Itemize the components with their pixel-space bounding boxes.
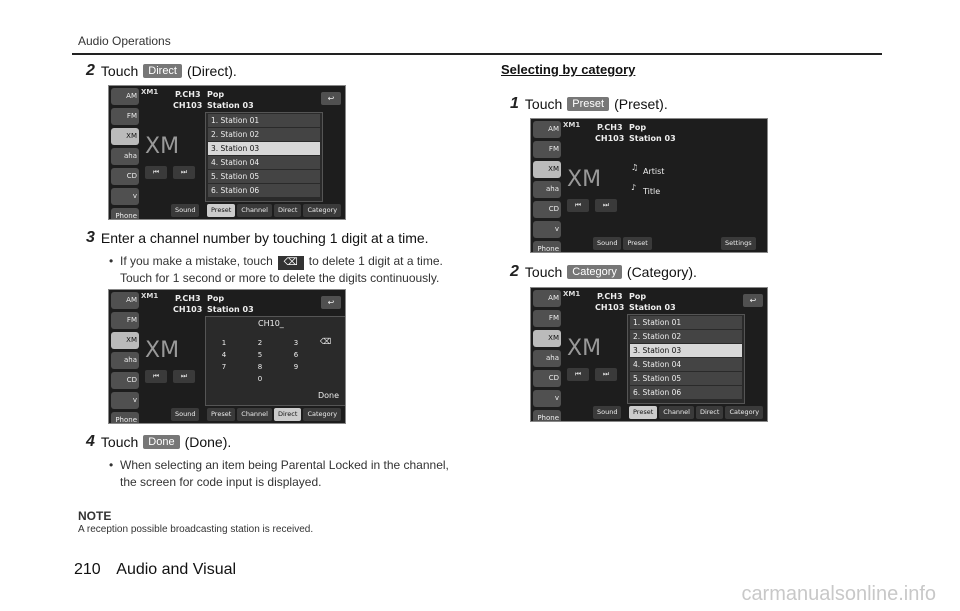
- page-number: 210: [74, 561, 101, 578]
- tab-preset[interactable]: Preset: [207, 408, 235, 421]
- list-item[interactable]: 1. Station 01: [208, 114, 320, 127]
- source-phone[interactable]: Phone: [111, 412, 139, 424]
- station-name: Station 03: [629, 134, 676, 143]
- source-sidebar: [111, 292, 139, 424]
- source-am[interactable]: AM: [533, 290, 561, 307]
- tab-category[interactable]: Category: [725, 406, 763, 419]
- genre: Pop: [207, 90, 225, 99]
- source-more[interactable]: v: [111, 392, 139, 409]
- preset-chip: Preset: [567, 97, 609, 111]
- step-text: (Direct).: [187, 63, 237, 79]
- genre: Pop: [629, 292, 647, 301]
- tab-preset[interactable]: Preset: [207, 204, 235, 217]
- next-button[interactable]: ⏭: [595, 368, 617, 381]
- sound-button[interactable]: Sound: [171, 204, 199, 217]
- number-keys: [210, 339, 310, 383]
- key-4[interactable]: 4: [221, 351, 227, 359]
- list-item[interactable]: 3. Station 03: [630, 344, 742, 357]
- transport-controls: [567, 199, 617, 212]
- source-more[interactable]: v: [533, 221, 561, 238]
- tab-category[interactable]: Category: [303, 204, 341, 217]
- key-2[interactable]: 2: [257, 339, 263, 347]
- delete-key[interactable]: ⌫: [320, 337, 332, 346]
- channel-number: CH103: [173, 305, 203, 314]
- preset-button[interactable]: Preset: [623, 237, 651, 250]
- band-label: XM1: [141, 292, 159, 300]
- done-key[interactable]: Done: [318, 391, 340, 400]
- source-cd[interactable]: CD: [111, 168, 139, 185]
- screen-direct-list: [108, 85, 346, 220]
- source-aha[interactable]: aha: [533, 181, 561, 198]
- tab-channel[interactable]: Channel: [659, 406, 694, 419]
- tab-direct[interactable]: Direct: [274, 204, 301, 217]
- bullet-text: Touch for 1 second or more to delete the digits continuously.: [120, 271, 440, 285]
- station-list: [205, 112, 323, 202]
- footer-title: Audio and Visual: [116, 561, 237, 578]
- channel-number: CH103: [595, 303, 625, 312]
- list-item[interactable]: 5. Station 05: [208, 170, 320, 183]
- source-phone[interactable]: Phone: [533, 410, 561, 422]
- bullet-dot: •: [109, 458, 114, 472]
- source-xm[interactable]: XM: [533, 330, 561, 347]
- key-blank: [210, 375, 238, 383]
- band-label: XM1: [563, 121, 581, 129]
- sound-button[interactable]: Sound: [593, 406, 621, 419]
- xm-artwork: XM: [567, 336, 602, 361]
- prev-button[interactable]: ⏮: [567, 368, 589, 381]
- page-footer: [74, 561, 236, 579]
- step-number: 2: [86, 62, 95, 79]
- keypad-panel: [205, 316, 346, 406]
- sound-tab: [171, 408, 199, 421]
- step-text: Touch: [100, 434, 139, 450]
- prev-button[interactable]: ⏮: [567, 199, 589, 212]
- key-8[interactable]: 8: [257, 363, 263, 371]
- list-item[interactable]: 4. Station 04: [208, 156, 320, 169]
- source-phone[interactable]: Phone: [533, 241, 561, 253]
- direct-chip: Direct: [143, 64, 182, 78]
- screen-preset-menu: [530, 118, 768, 253]
- source-fm[interactable]: FM: [111, 312, 139, 329]
- bullet-mistake: [109, 253, 480, 287]
- tab-direct[interactable]: Direct: [274, 408, 301, 421]
- source-am[interactable]: AM: [533, 121, 561, 138]
- station-list: [627, 314, 745, 404]
- step-text: (Done).: [184, 434, 232, 450]
- xm-artwork: XM: [567, 167, 602, 192]
- channel-name: P.CH3: [175, 294, 201, 303]
- key-5[interactable]: 5: [257, 351, 263, 359]
- bullet-dot: •: [109, 254, 114, 268]
- step-number: 1: [510, 95, 519, 112]
- tab-channel[interactable]: Channel: [237, 204, 272, 217]
- back-button[interactable]: ↩: [321, 296, 341, 309]
- genre: Pop: [629, 123, 647, 132]
- source-cd[interactable]: CD: [533, 370, 561, 387]
- done-chip: Done: [143, 435, 179, 449]
- bullet-text: to delete 1 digit at a time.: [308, 254, 443, 268]
- sound-button[interactable]: Sound: [593, 237, 621, 250]
- title-item[interactable]: Title: [643, 187, 661, 196]
- next-button[interactable]: ⏭: [173, 166, 195, 179]
- step-number: 4: [86, 433, 95, 450]
- mode-tabs: [629, 406, 763, 419]
- list-item[interactable]: 2. Station 02: [208, 128, 320, 141]
- key-blank: [282, 375, 310, 383]
- next-button[interactable]: ⏭: [173, 370, 195, 383]
- section-header: Audio Operations: [78, 34, 171, 48]
- step-4-done: [86, 433, 231, 451]
- channel-name: P.CH3: [597, 292, 623, 301]
- settings-bar: [721, 237, 756, 250]
- step-2-direct: [86, 62, 237, 80]
- list-item[interactable]: 6. Station 06: [630, 386, 742, 399]
- list-item[interactable]: 6. Station 06: [208, 184, 320, 197]
- artist-icon: ♫: [631, 163, 639, 172]
- source-cd[interactable]: CD: [533, 201, 561, 218]
- next-button[interactable]: ⏭: [595, 199, 617, 212]
- step-text: Touch: [100, 63, 139, 79]
- source-fm[interactable]: FM: [533, 310, 561, 327]
- step-text: (Preset).: [614, 96, 668, 112]
- bullet-parental: [109, 457, 480, 491]
- key-9[interactable]: 9: [293, 363, 299, 371]
- source-fm[interactable]: FM: [533, 141, 561, 158]
- channel-name: P.CH3: [175, 90, 201, 99]
- source-more[interactable]: v: [111, 188, 139, 205]
- note-body: A reception possible broadcasting station is received.: [78, 524, 314, 535]
- step-2-category: [510, 263, 697, 281]
- list-item[interactable]: 3. Station 03: [208, 142, 320, 155]
- source-cd[interactable]: CD: [111, 372, 139, 389]
- bullet-text: When selecting an item being Parental Locked in the channel,: [120, 458, 449, 472]
- source-xm[interactable]: XM: [533, 161, 561, 178]
- step-text: Enter a channel number by touching 1 digit at a time.: [100, 230, 429, 246]
- source-am[interactable]: AM: [111, 292, 139, 309]
- transport-controls: [145, 166, 195, 179]
- xm-artwork: XM: [145, 338, 180, 363]
- screen-category-list: [530, 287, 768, 422]
- delete-icon: ⌫: [278, 256, 304, 270]
- key-0[interactable]: 0: [257, 375, 263, 383]
- back-button[interactable]: ↩: [321, 92, 341, 105]
- category-chip: Category: [567, 265, 622, 279]
- tab-direct[interactable]: Direct: [696, 406, 723, 419]
- source-sidebar: [533, 290, 561, 422]
- step-text: Touch: [524, 96, 563, 112]
- sound-tab: [593, 406, 621, 419]
- source-aha[interactable]: aha: [111, 352, 139, 369]
- source-sidebar: [533, 121, 561, 253]
- step-1-preset: [510, 95, 668, 113]
- channel-number: CH103: [173, 101, 203, 110]
- genre: Pop: [207, 294, 225, 303]
- list-item[interactable]: 5. Station 05: [630, 372, 742, 385]
- xm-artwork: XM: [145, 134, 180, 159]
- source-am[interactable]: AM: [111, 88, 139, 105]
- step-number: 3: [86, 229, 95, 246]
- source-aha[interactable]: aha: [533, 350, 561, 367]
- key-6[interactable]: 6: [293, 351, 299, 359]
- channel-number: CH103: [595, 134, 625, 143]
- artist-item[interactable]: Artist: [643, 167, 665, 176]
- key-1[interactable]: 1: [221, 339, 227, 347]
- step-text: (Category).: [626, 264, 697, 280]
- section-heading: Selecting by category: [501, 62, 636, 77]
- source-xm[interactable]: XM: [111, 332, 139, 349]
- source-sidebar: [111, 88, 139, 220]
- transport-controls: [567, 368, 617, 381]
- screen-direct-keypad: [108, 289, 346, 424]
- channel-entry: CH10_: [258, 319, 284, 328]
- watermark: carmanualsonline.info: [741, 583, 936, 605]
- station-name: Station 03: [207, 305, 254, 314]
- source-xm[interactable]: XM: [111, 128, 139, 145]
- tab-category[interactable]: Category: [303, 408, 341, 421]
- prev-button[interactable]: ⏮: [145, 166, 167, 179]
- list-item[interactable]: 2. Station 02: [630, 330, 742, 343]
- step-3-enter: [86, 229, 429, 247]
- band-label: XM1: [141, 88, 159, 96]
- key-7[interactable]: 7: [221, 363, 227, 371]
- source-more[interactable]: v: [533, 390, 561, 407]
- source-phone[interactable]: Phone: [111, 208, 139, 220]
- bullet-text: If you make a mistake, touch: [120, 254, 273, 268]
- channel-name: P.CH3: [597, 123, 623, 132]
- mode-tabs: [207, 408, 341, 421]
- sound-tab: [171, 204, 199, 217]
- key-3[interactable]: 3: [293, 339, 299, 347]
- note-title: NOTE: [78, 509, 112, 523]
- prev-button[interactable]: ⏮: [145, 370, 167, 383]
- tab-preset[interactable]: Preset: [629, 406, 657, 419]
- tab-channel[interactable]: Channel: [237, 408, 272, 421]
- step-text: Touch: [524, 264, 563, 280]
- title-icon: ♪: [631, 183, 637, 192]
- settings-button[interactable]: Settings: [721, 237, 756, 250]
- band-label: XM1: [563, 290, 581, 298]
- bullet-text: the screen for code input is displayed.: [120, 475, 322, 489]
- list-item[interactable]: 4. Station 04: [630, 358, 742, 371]
- bottom-bar: [593, 237, 652, 250]
- station-name: Station 03: [207, 101, 254, 110]
- back-button[interactable]: ↩: [743, 294, 763, 307]
- list-item[interactable]: 1. Station 01: [630, 316, 742, 329]
- source-aha[interactable]: aha: [111, 148, 139, 165]
- mode-tabs: [207, 204, 341, 217]
- transport-controls: [145, 370, 195, 383]
- sound-button[interactable]: Sound: [171, 408, 199, 421]
- station-name: Station 03: [629, 303, 676, 312]
- step-number: 2: [510, 263, 519, 280]
- source-fm[interactable]: FM: [111, 108, 139, 125]
- header-rule: [72, 53, 882, 55]
